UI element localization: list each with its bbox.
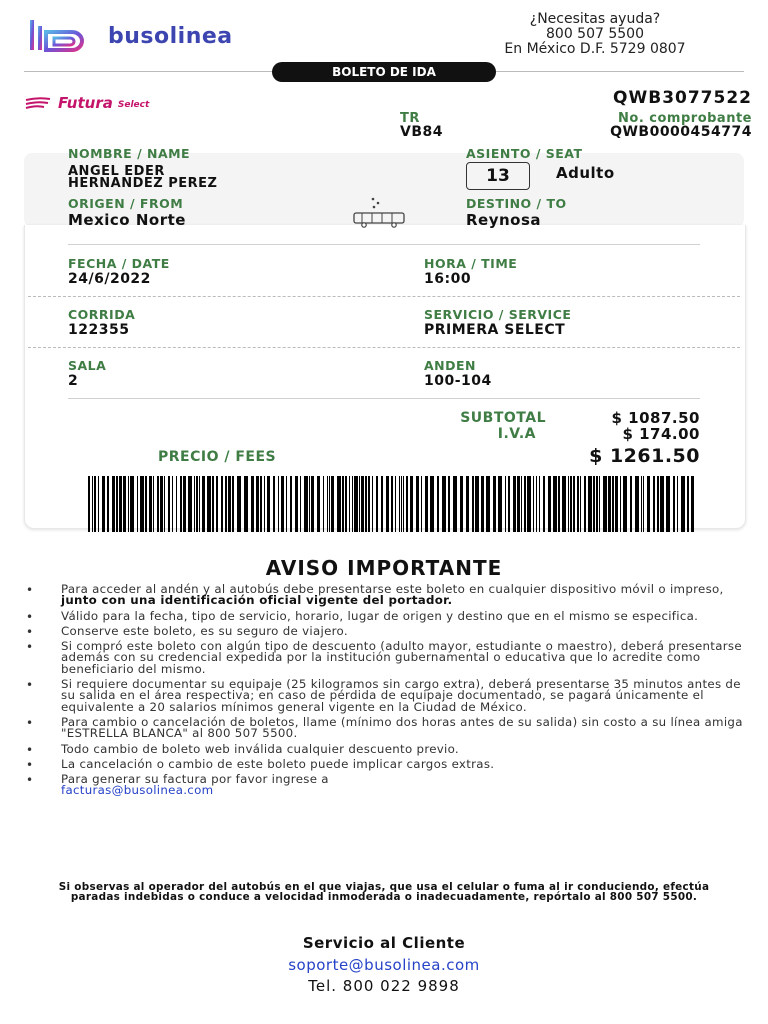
barcode-bar: [596, 476, 598, 532]
help-title: ¿Necesitas ayuda?: [529, 11, 661, 27]
barcode-bar: [116, 476, 118, 532]
divider: [28, 347, 740, 348]
barcode-bar: [603, 476, 607, 532]
barcode-bar: [472, 476, 474, 532]
origin-value: Mexico Norte: [68, 211, 186, 229]
barcode-bar: [673, 476, 675, 532]
barcode-bar: [437, 476, 439, 532]
barcode-bar: [304, 476, 308, 532]
passenger-name-line1: ANGEL EDER: [68, 164, 165, 179]
barcode-bar: [228, 476, 231, 532]
barcode-bar: [558, 476, 560, 532]
iva-value: $ 174.00: [622, 425, 700, 443]
notice-item: • Todo cambio de boleto web inválida cualquier descuento previo.: [24, 744, 744, 755]
divider: [28, 296, 740, 297]
barcode-bar: [237, 476, 241, 532]
barcode-bar: [577, 476, 579, 532]
futura-logo: [24, 94, 149, 112]
barcode-bar: [584, 476, 586, 532]
barcode-bar: [352, 476, 353, 532]
barcode-bar: [372, 476, 373, 532]
barcode-bar: [188, 476, 192, 532]
barcode-bar: [300, 476, 301, 532]
tr-label: TR: [400, 111, 420, 126]
seat-number: 13: [466, 162, 530, 190]
busolinea-logo: [26, 18, 233, 54]
barcode-bar: [635, 476, 639, 532]
barcode-bar: [453, 476, 457, 532]
barcode-bar: [580, 476, 581, 532]
barcode-bar: [128, 476, 129, 532]
barcode-bar: [256, 476, 259, 532]
barcode-bar: [273, 476, 275, 532]
barcode-bar: [290, 476, 292, 532]
barcode-bar: [94, 476, 96, 532]
barcode-bar: [295, 476, 298, 532]
barcode-bar: [317, 476, 320, 532]
barcode-bar: [92, 476, 93, 532]
barcode-bar: [202, 476, 205, 532]
date-label: FECHA / DATE: [68, 256, 170, 271]
barcode-bar: [481, 476, 484, 532]
passenger-name-line2: HERNANDEZ PEREZ: [68, 176, 218, 191]
support-title: Servicio al Cliente: [302, 934, 466, 952]
barcode-bar: [643, 476, 644, 532]
barcode-bar: [196, 476, 198, 532]
barcode-bar: [543, 476, 545, 532]
notice-item: • Para acceder al andén y al autobús debe presentarse este boleto en cualquier dispositivo móvil o impreso, junto con una identificación oficial vigente del portador.: [24, 584, 744, 607]
barcode-bar: [493, 476, 496, 532]
barcode-bar: [112, 476, 115, 532]
tr-value: VB84: [400, 124, 443, 140]
barcode-bar: [180, 476, 182, 532]
barcode-bar: [573, 476, 575, 532]
anden-value: 100-104: [424, 373, 492, 389]
barcode-bar: [145, 476, 147, 532]
barcode-bar: [199, 476, 200, 532]
barcode-bar: [264, 476, 265, 532]
comprobante-value: QWB0000454774: [610, 124, 752, 140]
barcode-bar: [281, 476, 284, 532]
barcode-bar: [381, 476, 383, 532]
barcode-bar: [137, 476, 138, 532]
barcode-bar: [508, 476, 510, 532]
time-label: HORA / TIME: [424, 256, 518, 271]
barcode-bar: [403, 476, 404, 532]
futura-swoosh-icon: [24, 97, 52, 109]
barcode: [88, 476, 700, 532]
name-label: NOMBRE / NAME: [68, 146, 191, 161]
barcode-bar: [641, 476, 642, 532]
barcode-bar: [623, 476, 627, 532]
futura-name: Futura: [58, 94, 113, 112]
barcode-bar: [342, 476, 344, 532]
barcode-bar: [599, 476, 600, 532]
comprobante-label: No. comprobante: [618, 111, 752, 126]
barcode-bar: [345, 476, 347, 532]
futura-sub: Select: [117, 100, 150, 110]
barcode-bar: [329, 476, 330, 532]
divider: [68, 398, 700, 399]
barcode-bar: [164, 476, 165, 532]
barcode-bar: [612, 476, 614, 532]
seat-type: Adulto: [556, 164, 615, 182]
barcode-bar: [311, 476, 314, 532]
barcode-bar: [498, 476, 502, 532]
service-value: PRIMERA SELECT: [424, 322, 566, 338]
notice-item: • La cancelación o cambio de este boleto puede implicar cargos extras.: [24, 759, 744, 770]
notice-list: [24, 584, 744, 801]
barcode-bar: [460, 476, 463, 532]
anden-label: ANDEN: [424, 358, 477, 373]
barcode-bar: [323, 476, 324, 532]
barcode-bar: [533, 476, 534, 532]
invoice-email-link[interactable]: facturas@busolinea.com: [61, 783, 214, 798]
barcode-bar: [657, 476, 659, 532]
divider: [68, 244, 700, 245]
barcode-bar: [421, 476, 422, 532]
barcode-bar: [521, 476, 522, 532]
barcode-bar: [225, 476, 227, 532]
fees-label: PRECIO / FEES: [158, 449, 277, 465]
barcode-bar: [608, 476, 611, 532]
barcode-bar: [527, 476, 531, 532]
barcode-bar: [401, 476, 402, 532]
iva-label: I.V.A: [497, 426, 536, 442]
barcode-bar: [267, 476, 270, 532]
barcode-bar: [88, 476, 90, 532]
notice-item: • Conserve este boleto, es su seguro de viajero.: [24, 626, 744, 637]
barcode-bar: [361, 476, 364, 532]
barcode-bar: [666, 476, 670, 532]
barcode-bar: [448, 476, 450, 532]
barcode-bar: [691, 476, 694, 532]
barcode-bar: [475, 476, 479, 532]
barcode-bar: [425, 476, 428, 532]
barcode-bar: [349, 476, 350, 532]
barcode-bar: [466, 476, 469, 532]
barcode-bar: [416, 476, 419, 532]
barcode-bar: [260, 476, 262, 532]
barcode-bar: [331, 476, 334, 532]
barcode-bar: [410, 476, 413, 532]
barcode-bar: [149, 476, 152, 532]
total-value: $ 1261.50: [589, 445, 700, 467]
seat-label: ASIENTO / SEAT: [466, 146, 583, 161]
passenger-name: [68, 166, 217, 190]
barcode-bar: [232, 476, 234, 532]
barcode-bar: [570, 476, 572, 532]
barcode-bar: [553, 476, 557, 532]
barcode-bar: [207, 476, 211, 532]
notice-item: • Para generar su factura por favor ingrese a facturas@busolinea.com: [24, 774, 744, 797]
barcode-bar: [399, 476, 400, 532]
barcode-bar: [153, 476, 154, 532]
barcode-bar: [588, 476, 592, 532]
barcode-bar: [183, 476, 186, 532]
barcode-bar: [107, 476, 109, 532]
notice-item: • Válido para la fecha, tipo de servicio, horario, lugar de origen y destino que en el mismo se especifica.: [24, 611, 744, 622]
barcode-bar: [327, 476, 328, 532]
barcode-bar: [168, 476, 170, 532]
barcode-bar: [536, 476, 537, 532]
bus-icon: [348, 195, 410, 229]
help-contact: [470, 12, 720, 57]
barcode-bar: [562, 476, 566, 532]
barcode-bar: [157, 476, 159, 532]
subtotal-label: SUBTOTAL: [460, 410, 546, 426]
date-value: 24/6/2022: [68, 271, 151, 287]
origin-label: ORIGEN / FROM: [68, 196, 184, 211]
barcode-bar: [176, 476, 177, 532]
support-email-link[interactable]: soporte@busolinea.com: [288, 956, 480, 974]
barcode-bar: [337, 476, 341, 532]
brand-name: busolinea: [108, 23, 233, 49]
ticket-code: QWB3077522: [613, 88, 752, 108]
barcode-bar: [251, 476, 254, 532]
notice-item: • Para cambio o cancelación de boletos, llame (mínimo dos horas antes de su salida) sin costo a su línea amiga "ESTRELLA BLANCA" al 800 507 5500.: [24, 717, 744, 740]
support-phone[interactable]: Tel. 800 022 9898: [308, 977, 460, 995]
barcode-bar: [442, 476, 446, 532]
subtotal-value: $ 1087.50: [611, 409, 700, 427]
barcode-bar: [386, 476, 389, 532]
sala-label: SALA: [68, 358, 107, 373]
barcode-bar: [513, 476, 516, 532]
barcode-bar: [681, 476, 685, 532]
barcode-bar: [593, 476, 595, 532]
barcode-bar: [123, 476, 126, 532]
barcode-bar: [677, 476, 678, 532]
corrida-value: 122355: [68, 322, 130, 338]
barcode-bar: [620, 476, 621, 532]
dest-label: DESTINO / TO: [466, 196, 567, 211]
dest-value: Reynosa: [466, 211, 542, 229]
barcode-bar: [102, 476, 105, 532]
time-value: 16:00: [424, 271, 472, 287]
barcode-bar: [687, 476, 689, 532]
barcode-bar: [244, 476, 248, 532]
barcode-bar: [212, 476, 214, 532]
barcode-bar: [172, 476, 173, 532]
driver-report-notice: Si observas al operador del autobús en el que viajas, que usa el celular o fuma al ir conduciendo, efectúa paradas indebidas o conduce a velocidad inmoderada o inadecuadamente, repórtalo al 800 507 5500.: [58, 881, 710, 903]
barcode-bar: [221, 476, 223, 532]
barcode-bar: [630, 476, 632, 532]
notice-item: • Si requiere documentar su equipaje (25 kilogramos sin cargo extra), deberá presentarse 35 minutos antes de su salida en el área respectiva; en caso de pérdida de equipaje documentado, se pagará únicamente el equivalente a 20 salarios mínimos general vigente en la Ciudad de México.: [24, 679, 744, 713]
ticket-type-badge: BOLETO DE IDA: [272, 62, 496, 82]
barcode-bar: [568, 476, 569, 532]
help-phone-df[interactable]: En México D.F. 5729 0807: [504, 41, 686, 57]
barcode-bar: [278, 476, 279, 532]
barcode-bar: [395, 476, 396, 532]
notice-item: • Si compró este boleto con algún tipo de descuento (adulto mayor, estudiante o maestro), deberá presentarse además con su credencial expedida por la institución gubernamental o educativa que lo acredite como beneficiario del mismo.: [24, 641, 744, 675]
service-label: SERVICIO / SERVICE: [424, 307, 572, 322]
help-phone[interactable]: 800 507 5500: [546, 26, 644, 42]
barcode-bar: [486, 476, 490, 532]
barcode-bar: [130, 476, 134, 532]
notice-title: AVISO IMPORTANTE: [265, 556, 503, 580]
barcode-bar: [119, 476, 122, 532]
barcode-bar: [406, 476, 408, 532]
barcode-bar: [309, 476, 310, 532]
barcode-bar: [660, 476, 664, 532]
corrida-label: CORRIDA: [68, 307, 136, 322]
barcode-bar: [430, 476, 434, 532]
barcode-bar: [160, 476, 163, 532]
sala-value: 2: [68, 373, 79, 389]
barcode-bar: [391, 476, 393, 532]
barcode-bar: [140, 476, 144, 532]
barcode-bar: [194, 476, 195, 532]
barcode-bar: [359, 476, 360, 532]
barcode-bar: [98, 476, 99, 532]
barcode-bar: [376, 476, 378, 532]
barcode-bar: [615, 476, 618, 532]
barcode-bar: [517, 476, 520, 532]
busolinea-logo-icon: [26, 18, 96, 54]
barcode-bar: [653, 476, 655, 532]
barcode-bar: [539, 476, 540, 532]
barcode-bar: [354, 476, 358, 532]
barcode-bar: [647, 476, 650, 532]
barcode-bar: [365, 476, 367, 532]
barcode-bar: [286, 476, 287, 532]
barcode-bar: [216, 476, 218, 532]
barcode-bar: [368, 476, 370, 532]
barcode-bar: [505, 476, 506, 532]
barcode-bar: [524, 476, 526, 532]
barcode-bar: [548, 476, 551, 532]
